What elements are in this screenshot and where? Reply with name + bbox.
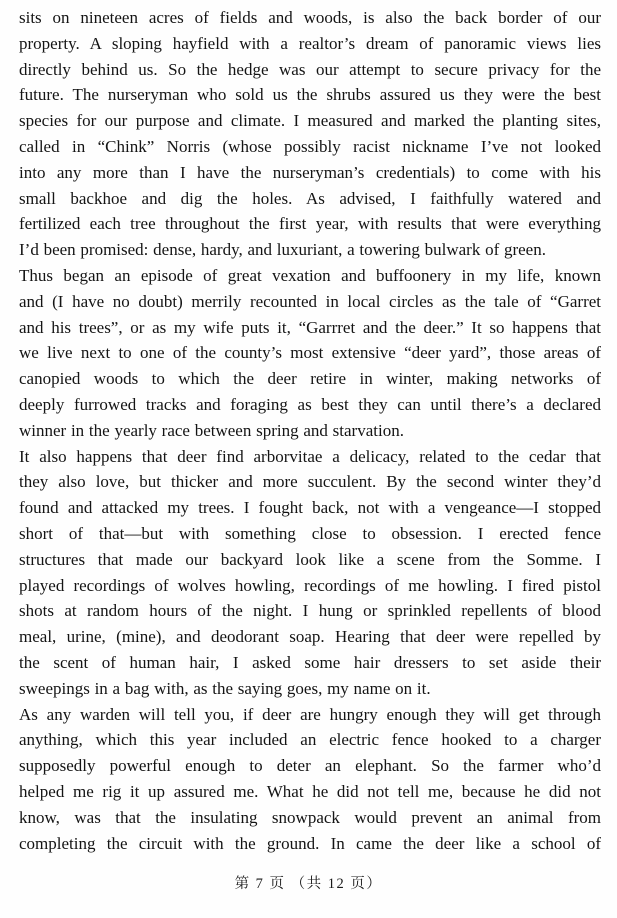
text-line: short of that—but with something close to obsession. I erected fence — [19, 523, 601, 543]
text-line: and his trees”, or as my wife puts it, “Garrret and the deer.” It so happens that — [19, 317, 601, 337]
text-line: directly behind us. So the hedge was our attempt to secure privacy for the — [19, 59, 601, 79]
text-line: Thus began an episode of great vexation and buffoonery in my life, known — [19, 265, 601, 285]
text-line: called in “Chink” Norris (whose possibly racist nickname I’ve not looked — [19, 136, 601, 156]
text-line: into any more than I have the nurseryman’s credentials) to come with his — [19, 162, 601, 182]
text-line: anything, which this year included an electric fence hooked to a charger — [19, 730, 601, 750]
text-line: winner in the yearly race between spring and starvation. — [19, 420, 404, 440]
text-line: supposedly powerful enough to deter an elephant. So the farmer who’d — [19, 756, 601, 776]
text-line: It also happens that deer find arborvitae a delicacy, related to the cedar that — [19, 446, 601, 466]
text-line: we live next to one of the county’s most extensive “deer yard”, those areas of — [19, 343, 601, 363]
text-line: species for our purpose and climate. I measured and marked the planting sites, — [19, 111, 601, 131]
text-line: sits on nineteen acres of fields and woods, is also the back border of our — [19, 8, 601, 27]
text-line: completing the circuit with the ground. In came the deer like a school of — [19, 833, 601, 853]
text-line: canopied woods to which the deer retire in winter, making networks of — [19, 369, 601, 389]
text-line: know, was that the insulating snowpack would prevent an animal from — [19, 807, 601, 827]
text-line: shots at random hours of the night. I hung or sprinkled repellents of blood — [19, 601, 601, 621]
text-line: small backhoe and dig the holes. As advised, I faithfully watered and — [19, 188, 601, 208]
paragraph — [19, 263, 601, 444]
page-number-footer: 第 7 页 （共 12 页） — [234, 876, 383, 892]
text-line: meal, urine, (mine), and deodorant soap. Hearing that deer were repelled by — [19, 627, 601, 647]
text-line: future. The nurseryman who sold us the shrubs assured us they were the best — [19, 85, 601, 105]
text-line: property. A sloping hayfield with a realtor’s dream of panoramic views lies — [19, 33, 601, 53]
paragraph — [19, 444, 601, 702]
text-line: fertilized each tree throughout the first year, with results that were everything — [19, 214, 601, 234]
page-body-text — [19, 5, 601, 856]
text-line: sweepings in a bag with, as the saying goes, my name on it. — [19, 678, 431, 698]
paragraph — [19, 5, 601, 263]
text-line: I’d been promised: dense, hardy, and luxuriant, a towering bulwark of green. — [19, 240, 546, 260]
text-line: played recordings of wolves howling, recordings of me howling. I fired pistol — [19, 575, 601, 595]
text-line: and (I have no doubt) merrily recounted in local circles as the tale of “Garret — [19, 291, 601, 311]
text-line: As any warden will tell you, if deer are hungry enough they will get through — [19, 704, 601, 724]
text-line: structures that made our backyard look like a scene from the Somme. I — [19, 549, 601, 569]
text-line: found and attacked my trees. I fought back, not with a vengeance—I stopped — [19, 498, 601, 518]
text-line: they also love, but thicker and more succulent. By the second winter they’d — [19, 472, 601, 492]
text-line: deeply furrowed tracks and foraging as best they can until there’s a declared — [19, 394, 601, 414]
paragraph — [19, 702, 601, 857]
text-line: helped me rig it up assured me. What he did not tell me, because he did not — [19, 781, 601, 801]
text-line: the scent of human hair, I asked some hair dressers to set aside their — [19, 652, 601, 672]
